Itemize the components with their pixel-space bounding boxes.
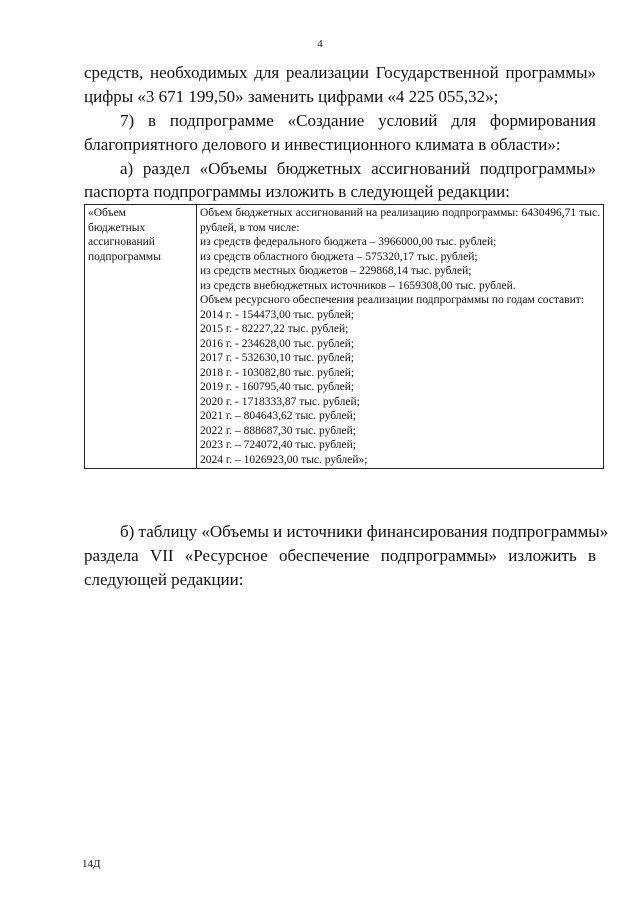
funding-source: из средств областного бюджета – 575320,17 тыс. рублей; — [200, 250, 478, 263]
funding-source: из средств внебюджетных источников – 1659308,00 тыс. рублей. — [200, 279, 516, 292]
table-content-cell — [197, 205, 604, 469]
by-years-intro: Объем ресурсного обеспечения реализации подпрограммы по годам составит: — [200, 294, 584, 306]
year-amount: 2016 г. - 234628,00 тыс. рублей; — [200, 337, 355, 350]
year-amount: 2023 г. – 724072,40 тыс. рублей; — [200, 439, 356, 451]
table-label-cell — [85, 205, 197, 469]
year-amount: 2018 г. - 103082,80 тыс. рублей; — [200, 366, 355, 379]
paragraph-line: цифры «3 671 199,50» заменить цифрами «4 225 055,32»; — [84, 87, 499, 106]
passport-table — [84, 204, 604, 469]
year-amount: 2017 г. - 532630,10 тыс. рублей; — [200, 352, 355, 364]
year-amount: 2014 г. - 154473,00 тыс. рублей; — [200, 308, 355, 321]
paragraph-line: благоприятного делового и инвестиционного климата в области»: — [84, 135, 561, 154]
funding-intro: Объем бюджетных ассигнований на реализацию подпрограммы: 6430496,71 тыс. рублей, в том числе: — [200, 207, 600, 234]
paragraph-line: 7) в подпрограмме «Создание условий для формирования — [120, 111, 596, 130]
paragraph-line: средств, необходимых для реализации Государственной программы» — [84, 63, 596, 82]
year-amount: 2022 г. – 888687,30 тыс. рублей; — [200, 424, 356, 437]
table-row — [85, 205, 604, 469]
funding-source: из средств федерального бюджета – 3966000,00 тыс. рублей; — [200, 236, 497, 248]
year-amount: 2021 г. – 804643,62 тыс. рублей; — [200, 410, 356, 422]
paragraph-line: паспорта подпрограммы изложить в следующей редакции: — [84, 182, 510, 201]
paragraph-line: а) раздел «Объемы бюджетных ассигнований подпрограммы» — [120, 159, 596, 178]
label-line: ассигнований — [88, 236, 155, 248]
paragraph-line: раздела VII «Ресурсное обеспечение подпрограммы» изложить в — [84, 546, 596, 565]
footer-code: 14Д — [82, 858, 101, 870]
year-amount: 2024 г. – 1026923,00 тыс. рублей»; — [200, 453, 368, 466]
year-amount: 2015 г. - 82227,22 тыс. рублей; — [200, 323, 349, 335]
label-line: «Объем — [88, 207, 126, 219]
paragraph-line: следующей редакции: — [84, 570, 244, 589]
label-line: бюджетных — [88, 221, 146, 234]
paragraph-line: б) таблицу «Объемы и источники финансирования подпрограммы» — [120, 522, 609, 541]
page-number: 4 — [317, 38, 323, 50]
year-amount: 2019 г. - 160795,40 тыс. рублей; — [200, 381, 355, 393]
funding-source: из средств местных бюджетов – 229868,14 тыс. рублей; — [200, 265, 472, 277]
year-amount: 2020 г. - 1718333,87 тыс. рублей; — [200, 395, 360, 408]
label-line: подпрограммы — [88, 250, 161, 263]
